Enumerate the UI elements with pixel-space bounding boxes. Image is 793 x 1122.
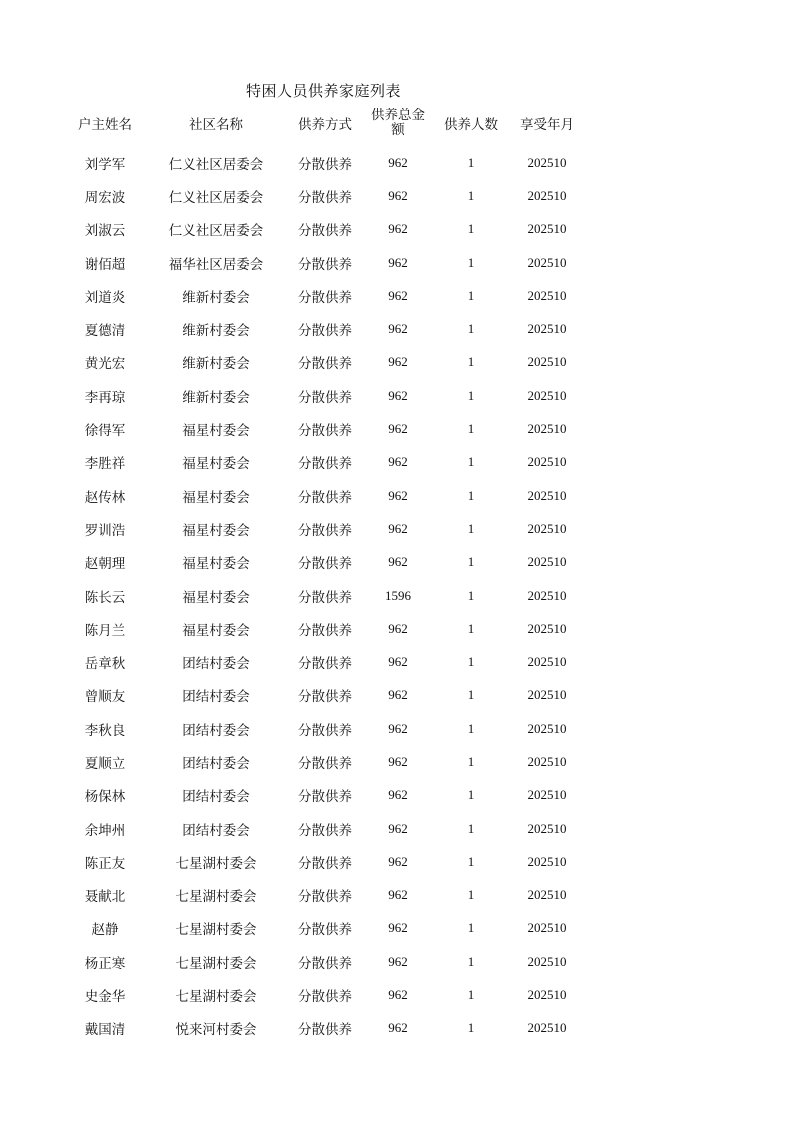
cell-amount: 962 <box>388 321 408 337</box>
cell-amount: 962 <box>388 887 408 903</box>
cell-amount: 962 <box>388 254 408 270</box>
cell-count: 1 <box>467 187 475 203</box>
cell-community: 福星村委会 <box>182 489 250 506</box>
cell-month: 202510 <box>527 421 567 437</box>
cell-name: 刘淑云 <box>84 223 126 240</box>
cell-name: 陈月兰 <box>84 622 126 639</box>
cell-amount: 962 <box>388 354 408 370</box>
cell-name: 戴国清 <box>84 1022 126 1039</box>
page-title: 特困人员供养家庭列表 <box>246 82 402 100</box>
table-row <box>66 879 586 912</box>
cell-name: 杨保林 <box>84 789 126 806</box>
cell-name: 陈正友 <box>84 855 126 872</box>
cell-month: 202510 <box>527 454 567 470</box>
cell-community: 维新村委会 <box>182 356 250 373</box>
cell-community: 维新村委会 <box>182 389 250 406</box>
cell-month: 202510 <box>527 820 567 836</box>
cell-month: 202510 <box>527 1020 567 1036</box>
cell-type: 分散供养 <box>298 656 352 673</box>
cell-month: 202510 <box>527 487 567 503</box>
cell-type: 分散供养 <box>298 689 352 706</box>
cell-type: 分散供养 <box>298 889 352 906</box>
cell-name: 赵传林 <box>84 489 126 506</box>
cell-count: 1 <box>467 820 475 836</box>
cell-count: 1 <box>467 554 475 570</box>
cell-amount: 962 <box>388 987 408 1003</box>
cell-name: 谢佰超 <box>84 256 126 273</box>
table-row <box>66 712 586 745</box>
cell-name: 赵朝理 <box>84 556 126 573</box>
table-row <box>66 546 586 579</box>
cell-type: 分散供养 <box>298 323 352 340</box>
cell-type: 分散供养 <box>298 289 352 306</box>
cell-name: 杨正寒 <box>84 955 126 972</box>
header-name: 户主姓名 <box>78 117 132 133</box>
cell-type: 分散供养 <box>298 989 352 1006</box>
cell-type: 分散供养 <box>298 1022 352 1039</box>
cell-month: 202510 <box>527 953 567 969</box>
table-header <box>66 106 586 140</box>
cell-month: 202510 <box>527 154 567 170</box>
table-row <box>66 978 586 1011</box>
cell-count: 1 <box>467 887 475 903</box>
cell-type: 分散供养 <box>298 922 352 939</box>
cell-month: 202510 <box>527 687 567 703</box>
cell-count: 1 <box>467 421 475 437</box>
cell-month: 202510 <box>527 587 567 603</box>
cell-month: 202510 <box>527 920 567 936</box>
cell-name: 夏顺立 <box>84 755 126 772</box>
cell-amount: 962 <box>388 753 408 769</box>
cell-community: 福星村委会 <box>182 456 250 473</box>
table-row <box>66 845 586 878</box>
table-row <box>66 379 586 412</box>
cell-type: 分散供养 <box>298 189 352 206</box>
cell-name: 罗训浩 <box>84 522 126 539</box>
table-row <box>66 213 586 246</box>
cell-amount: 962 <box>388 221 408 237</box>
cell-community: 福星村委会 <box>182 589 250 606</box>
cell-name: 李胜祥 <box>84 456 126 473</box>
cell-community: 团结村委会 <box>182 722 250 739</box>
table-row <box>66 812 586 845</box>
cell-month: 202510 <box>527 354 567 370</box>
cell-type: 分散供养 <box>298 389 352 406</box>
cell-name: 余坤州 <box>84 822 126 839</box>
table-row <box>66 612 586 645</box>
cell-name: 岳章秋 <box>84 656 126 673</box>
table-row <box>66 1012 586 1045</box>
cell-count: 1 <box>467 753 475 769</box>
table-row <box>66 679 586 712</box>
cell-name: 陈长云 <box>84 589 126 606</box>
header-community: 社区名称 <box>189 117 243 133</box>
cell-community: 团结村委会 <box>182 789 250 806</box>
cell-month: 202510 <box>527 287 567 303</box>
table-row <box>66 912 586 945</box>
cell-count: 1 <box>467 620 475 636</box>
cell-month: 202510 <box>527 987 567 1003</box>
cell-amount: 962 <box>388 154 408 170</box>
cell-name: 夏德清 <box>84 323 126 340</box>
cell-type: 分散供养 <box>298 423 352 440</box>
cell-amount: 962 <box>388 487 408 503</box>
table-row <box>66 945 586 978</box>
cell-month: 202510 <box>527 254 567 270</box>
cell-community: 团结村委会 <box>182 656 250 673</box>
cell-community: 福华社区居委会 <box>168 256 264 273</box>
cell-type: 分散供养 <box>298 556 352 573</box>
cell-count: 1 <box>467 720 475 736</box>
cell-community: 团结村委会 <box>182 689 250 706</box>
cell-type: 分散供养 <box>298 789 352 806</box>
cell-type: 分散供养 <box>298 223 352 240</box>
table-body <box>66 146 586 1045</box>
cell-count: 1 <box>467 853 475 869</box>
cell-type: 分散供养 <box>298 489 352 506</box>
cell-community: 七星湖村委会 <box>175 922 257 939</box>
cell-name: 周宏波 <box>84 189 126 206</box>
cell-month: 202510 <box>527 787 567 803</box>
table-row <box>66 179 586 212</box>
cell-community: 七星湖村委会 <box>175 955 257 972</box>
cell-name: 徐得军 <box>84 423 126 440</box>
cell-name: 刘学军 <box>84 156 126 173</box>
cell-community: 团结村委会 <box>182 822 250 839</box>
cell-community: 悦来河村委会 <box>175 1022 257 1039</box>
cell-amount: 962 <box>388 953 408 969</box>
cell-type: 分散供养 <box>298 256 352 273</box>
cell-amount: 962 <box>388 687 408 703</box>
cell-amount: 1596 <box>385 587 411 603</box>
cell-amount: 962 <box>388 187 408 203</box>
cell-community: 维新村委会 <box>182 289 250 306</box>
cell-community: 仁义社区居委会 <box>168 189 264 206</box>
cell-amount: 962 <box>388 720 408 736</box>
cell-community: 仁义社区居委会 <box>168 223 264 240</box>
header-type: 供养方式 <box>298 117 352 133</box>
cell-count: 1 <box>467 520 475 536</box>
table-row <box>66 645 586 678</box>
cell-count: 1 <box>467 654 475 670</box>
cell-count: 1 <box>467 221 475 237</box>
cell-name: 李秋良 <box>84 722 126 739</box>
cell-amount: 962 <box>388 654 408 670</box>
cell-amount: 962 <box>388 387 408 403</box>
cell-count: 1 <box>467 254 475 270</box>
cell-month: 202510 <box>527 187 567 203</box>
table-row <box>66 745 586 778</box>
cell-month: 202510 <box>527 321 567 337</box>
cell-type: 分散供养 <box>298 522 352 539</box>
cell-count: 1 <box>467 1020 475 1036</box>
cell-community: 福星村委会 <box>182 622 250 639</box>
cell-amount: 962 <box>388 920 408 936</box>
table-row <box>66 446 586 479</box>
cell-type: 分散供养 <box>298 156 352 173</box>
cell-type: 分散供养 <box>298 822 352 839</box>
cell-name: 聂献北 <box>84 889 126 906</box>
cell-amount: 962 <box>388 554 408 570</box>
cell-count: 1 <box>467 154 475 170</box>
cell-count: 1 <box>467 787 475 803</box>
table-row <box>66 346 586 379</box>
table-row <box>66 412 586 445</box>
cell-amount: 962 <box>388 454 408 470</box>
cell-amount: 962 <box>388 820 408 836</box>
cell-community: 福星村委会 <box>182 522 250 539</box>
cell-community: 福星村委会 <box>182 423 250 440</box>
cell-count: 1 <box>467 287 475 303</box>
cell-community: 七星湖村委会 <box>175 989 257 1006</box>
cell-month: 202510 <box>527 387 567 403</box>
cell-month: 202510 <box>527 620 567 636</box>
cell-amount: 962 <box>388 853 408 869</box>
cell-community: 七星湖村委会 <box>175 855 257 872</box>
cell-month: 202510 <box>527 520 567 536</box>
cell-name: 黄光宏 <box>84 356 126 373</box>
cell-count: 1 <box>467 321 475 337</box>
table-row <box>66 312 586 345</box>
cell-count: 1 <box>467 354 475 370</box>
cell-count: 1 <box>467 387 475 403</box>
cell-amount: 962 <box>388 787 408 803</box>
header-amount: 供养总金额 <box>371 108 425 138</box>
cell-type: 分散供养 <box>298 855 352 872</box>
cell-count: 1 <box>467 687 475 703</box>
cell-count: 1 <box>467 487 475 503</box>
cell-community: 团结村委会 <box>182 755 250 772</box>
cell-count: 1 <box>467 987 475 1003</box>
table-row <box>66 779 586 812</box>
table-row <box>66 279 586 312</box>
household-table <box>66 106 586 1045</box>
cell-month: 202510 <box>527 753 567 769</box>
cell-type: 分散供养 <box>298 755 352 772</box>
cell-month: 202510 <box>527 554 567 570</box>
cell-month: 202510 <box>527 853 567 869</box>
cell-count: 1 <box>467 953 475 969</box>
cell-name: 赵静 <box>91 922 119 939</box>
cell-type: 分散供养 <box>298 722 352 739</box>
cell-community: 七星湖村委会 <box>175 889 257 906</box>
cell-amount: 962 <box>388 1020 408 1036</box>
cell-amount: 962 <box>388 520 408 536</box>
cell-community: 福星村委会 <box>182 556 250 573</box>
header-month: 享受年月 <box>520 117 574 133</box>
header-count: 供养人数 <box>444 117 498 133</box>
table-row <box>66 479 586 512</box>
cell-name: 刘道炎 <box>84 289 126 306</box>
cell-name: 李再琼 <box>84 389 126 406</box>
cell-type: 分散供养 <box>298 955 352 972</box>
cell-month: 202510 <box>527 720 567 736</box>
cell-type: 分散供养 <box>298 356 352 373</box>
cell-community: 仁义社区居委会 <box>168 156 264 173</box>
cell-count: 1 <box>467 587 475 603</box>
cell-count: 1 <box>467 920 475 936</box>
table-row <box>66 579 586 612</box>
cell-amount: 962 <box>388 421 408 437</box>
cell-count: 1 <box>467 454 475 470</box>
table-row <box>66 512 586 545</box>
cell-type: 分散供养 <box>298 589 352 606</box>
cell-community: 维新村委会 <box>182 323 250 340</box>
cell-amount: 962 <box>388 287 408 303</box>
cell-name: 曾顺友 <box>84 689 126 706</box>
cell-type: 分散供养 <box>298 622 352 639</box>
table-row <box>66 246 586 279</box>
cell-month: 202510 <box>527 887 567 903</box>
cell-month: 202510 <box>527 221 567 237</box>
cell-amount: 962 <box>388 620 408 636</box>
table-row <box>66 146 586 179</box>
cell-type: 分散供养 <box>298 456 352 473</box>
cell-name: 史金华 <box>84 989 126 1006</box>
cell-month: 202510 <box>527 654 567 670</box>
